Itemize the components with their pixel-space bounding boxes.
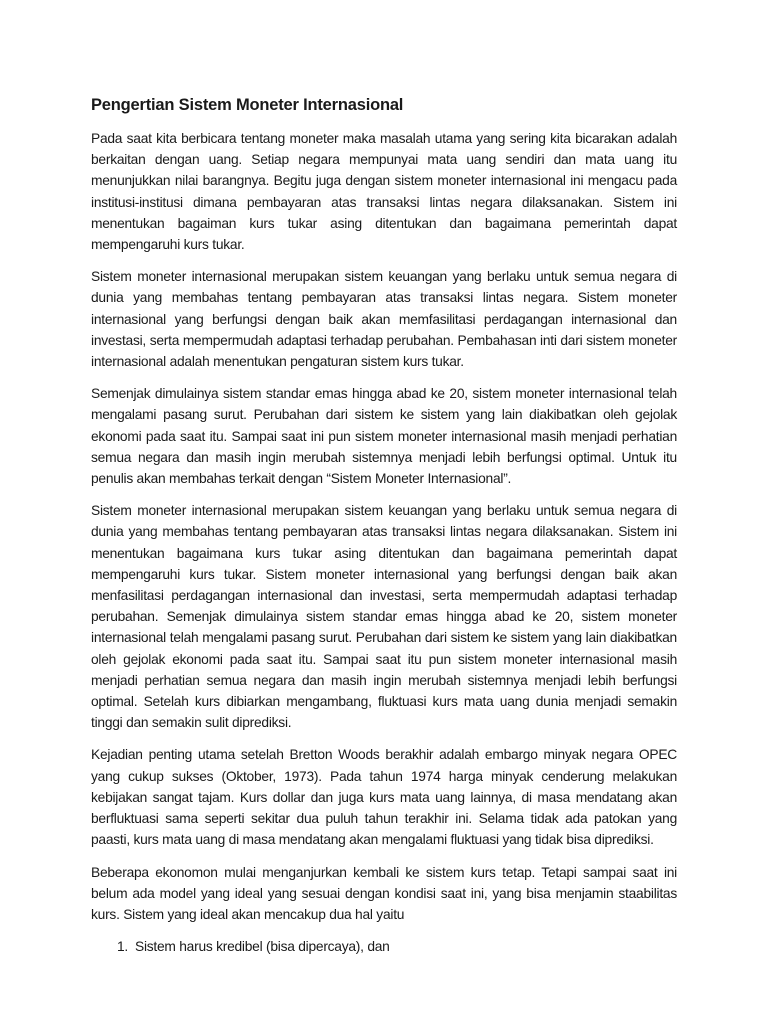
numbered-list <box>91 936 677 957</box>
paragraph-6: Beberapa ekonomon mulai menganjurkan kembali ke sistem kurs tetap. Tetapi sampai saat ini belum ada model yang ideal yang sesuai dengan kondisi saat ini, yang bisa menjamin staabilitas kurs. Sistem yang ideal akan mencakup dua hal yaitu <box>91 864 677 922</box>
document-body <box>91 94 677 957</box>
document-title: Pengertian Sistem Moneter Internasional <box>91 96 404 114</box>
list-item <box>91 936 677 957</box>
list-item-text: Sistem harus kredibel (bisa dipercaya), dan <box>135 939 390 955</box>
paragraph-3: Semenjak dimulainya sistem standar emas hingga abad ke 20, sistem moneter internasional telah mengalami pasang surut. Perubahan dari sistem ke sistem yang lain diakibatkan oleh gejolak ekonomi pada saat itu. Sampai saat ini pun sistem moneter internasional masih menjadi perhatian semua negara dan masih ingin merubah sistemnya menjadi lebih berfungsi optimal. Untuk itu penulis akan membahas terkait dengan “Sistem Moneter Internasional”. <box>91 386 677 487</box>
paragraph-5: Kejadian penting utama setelah Bretton Woods berakhir adalah embargo minyak negara OPEC yang cukup sukses (Oktober, 1973). Pada tahun 1974 harga minyak cenderung melakukan kebijakan sangat tajam. Kurs dollar dan juga kurs mata uang lainnya, di masa mendatang akan berfluktuasi sama seperti sekitar dua puluh tahun terakhir ini. Selama tidak ada patokan yang paasti, kurs mata uang di masa mendatang akan mengalami fluktuasi yang tidak bisa diprediksi. <box>91 747 677 848</box>
paragraph-1: Pada saat kita berbicara tentang moneter maka masalah utama yang sering kita bicarakan adalah berkaitan dengan uang. Setiap negara mempunyai mata uang sendiri dan mata uang itu menunjukkan nilai barangnya. Begitu juga dengan sistem moneter internasional ini mengacu pada institusi-institusi dimana pembayaran atas transaksi lintas negara dilaksanakan. Sistem ini menentukan bagaiman kurs tukar asing ditentukan dan bagaimana pemerintah dapat mempengaruhi kurs tukar. <box>91 131 677 253</box>
paragraph-2: Sistem moneter internasional merupakan sistem keuangan yang berlaku untuk semua negara di dunia yang membahas tentang pembayaran atas transaksi lintas negara. Sistem moneter internasional yang berfungsi dengan baik akan memfasilitasi perdagangan internasional dan investasi, serta mempermudah adaptasi terhadap perubahan. Pembahasan inti dari sistem moneter internasional adalah menentukan pengaturan sistem kurs tukar. <box>91 269 677 370</box>
paragraph-4: Sistem moneter internasional merupakan sistem keuangan yang berlaku untuk semua negara di dunia yang membahas tentang pembayaran atas transaksi lintas negara dilaksanakan. Sistem ini menentukan bagaimana kurs tukar asing ditentukan dan bagaimana pemerintah dapat mempengaruhi kurs tukar. Sistem moneter internasional yang berfungsi dengan baik akan menfasilitasi perdagangan internasional dan investasi, serta mempermudah adaptasi terhadap perubahan. Semenjak dimulainya sistem standar emas hingga abad ke 20, sistem moneter internasional telah mengalami pasang surut. Perubahan dari sistem ke sistem yang lain diakibatkan oleh gejolak ekonomi pada saat itu. Sampai saat itu pun sistem moneter internasional masih menjadi perhatian semua negara dan masih ingin merubah sistemnya menjadi lebih berfungsi optimal. Setelah kurs dibiarkan mengambang, fluktuasi kurs mata uang dunia menjadi semakin tinggi dan semakin sulit diprediksi. <box>91 503 677 731</box>
list-item-number: 1. <box>117 939 129 955</box>
